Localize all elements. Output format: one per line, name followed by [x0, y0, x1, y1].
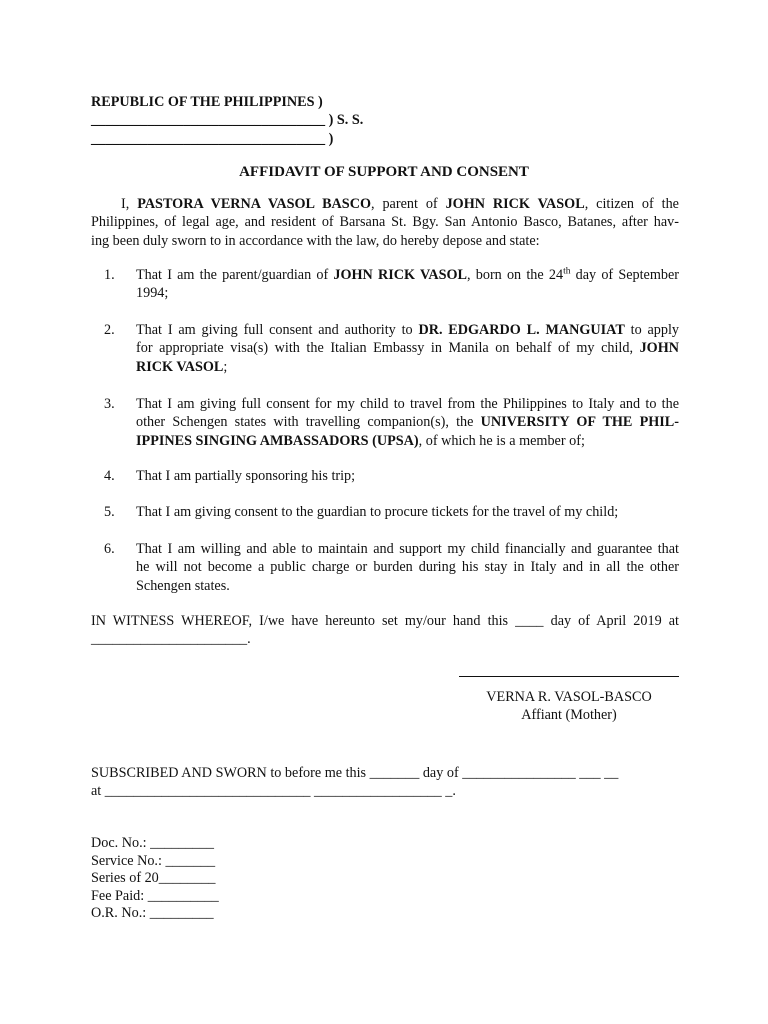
venue-blank: _________________________________: [91, 112, 326, 129]
witness-line-1: IN WITNESS WHEREOF, I/we have hereunto set my/our hand this ____ day of April 2019 at: [91, 613, 679, 629]
venue-line-ss: [91, 111, 363, 129]
series-field: Series of 20________: [91, 870, 216, 887]
item-line: That I am giving consent to the guardian to procure tickets for the travel of my child;: [136, 504, 619, 520]
venue-line-blank: _________________________________ ): [91, 130, 334, 147]
item-line: 1994;: [136, 285, 169, 302]
jurat-block: [91, 764, 618, 801]
intro-text: I,: [121, 196, 138, 212]
item-text: [136, 321, 679, 376]
item-line: [136, 321, 679, 339]
item-text: [136, 395, 679, 450]
witness-line-2: ______________________.: [91, 631, 251, 648]
child-name: RICK VASOL: [136, 358, 224, 375]
item-line: [136, 358, 679, 376]
venue-line-republic: REPUBLIC OF THE PHILIPPINES ): [91, 94, 323, 110]
item-line: [136, 266, 679, 284]
item-text-part: for appropriate visa(s) with the Italian Embassy in Manila on behalf of my child,: [136, 340, 640, 357]
child-name: JOHN: [639, 340, 679, 357]
item-number: 1.: [104, 267, 115, 283]
fee-paid-field: Fee Paid: __________: [91, 887, 219, 904]
affiant-name: PASTORA VERNA VASOL BASCO: [137, 196, 371, 212]
intro-paragraph: [91, 195, 679, 250]
item-text: [136, 266, 679, 303]
affiant-role: Affiant (Mother): [521, 707, 617, 723]
item-number: 6.: [104, 541, 115, 557]
doc-no-field: Doc. No.: _________: [91, 835, 214, 851]
item-line: Schengen states.: [136, 577, 230, 594]
child-name: JOHN RICK VASOL: [445, 196, 585, 212]
child-name: JOHN RICK VASOL: [333, 267, 468, 283]
affiant-signature-name: VERNA R. VASOL-BASCO: [486, 689, 652, 705]
item-text-part: day of September: [570, 267, 679, 283]
item-line: he will not become a public charge or burden during his stay in Italy and in all the other: [136, 559, 679, 576]
jurat-line-2: at _____________________________ __________________ _.: [91, 783, 456, 800]
or-no-field: O.R. No.: _________: [91, 905, 214, 922]
item-line: [136, 432, 679, 450]
item-text-part: That I am the parent/guardian of: [136, 267, 334, 283]
item-text: [136, 467, 679, 485]
ordinal-suffix: th: [563, 266, 571, 277]
item-line: That I am giving full consent for my child to travel from the Philippines to Italy and to the: [136, 396, 679, 412]
guardian-name: DR. EDGARDO L. MANGUIAT: [418, 322, 625, 338]
intro-line-1: [91, 195, 679, 213]
intro-text: , citizen of the: [584, 196, 679, 212]
item-line: That I am partially sponsoring his trip;: [136, 468, 356, 484]
item-number: 5.: [104, 504, 115, 520]
item-text: [136, 540, 679, 595]
item-text-part: , born on the 24: [467, 267, 564, 283]
item-number: 3.: [104, 396, 115, 412]
intro-text: , parent of: [370, 196, 446, 212]
item-text-part: other Schengen states with travelling companion(s), the: [136, 414, 481, 431]
organization-name: IPPINES SINGING AMBASSADORS (UPSA): [136, 432, 419, 449]
item-text-part: ;: [223, 358, 228, 375]
item-line: [136, 413, 679, 431]
item-number: 2.: [104, 322, 115, 338]
item-text-part: to apply: [624, 322, 679, 338]
signature-line: [459, 676, 679, 677]
item-line: [136, 339, 679, 357]
intro-line-2: Philippines, of legal age, and resident of Barsana St. Bgy. San Antonio Basco, Batanes, after hav-: [91, 214, 679, 231]
item-text-part: , of which he is a member of;: [418, 432, 585, 449]
item-text-part: That I am giving full consent and authority to: [136, 322, 419, 338]
organization-name: UNIVERSITY OF THE PHIL-: [480, 414, 679, 431]
service-no-field: Service No.: _______: [91, 852, 216, 869]
notarial-register: [91, 834, 219, 922]
document-title: AFFIDAVIT OF SUPPORT AND CONSENT: [239, 164, 529, 180]
witness-clause: [91, 612, 679, 649]
item-number: 4.: [104, 468, 115, 484]
item-line: That I am willing and able to maintain and support my child financially and guarantee that: [136, 541, 679, 557]
item-text: [136, 503, 679, 521]
venue-block: [91, 93, 363, 148]
jurat-line-1: SUBSCRIBED AND SWORN to before me this _______ day of ________________ ___ __: [91, 765, 619, 781]
venue-ss-label: ) S. S.: [325, 112, 364, 129]
intro-line-3: ing been duly sworn to in accordance with the law, do hereby depose and state:: [91, 232, 540, 249]
